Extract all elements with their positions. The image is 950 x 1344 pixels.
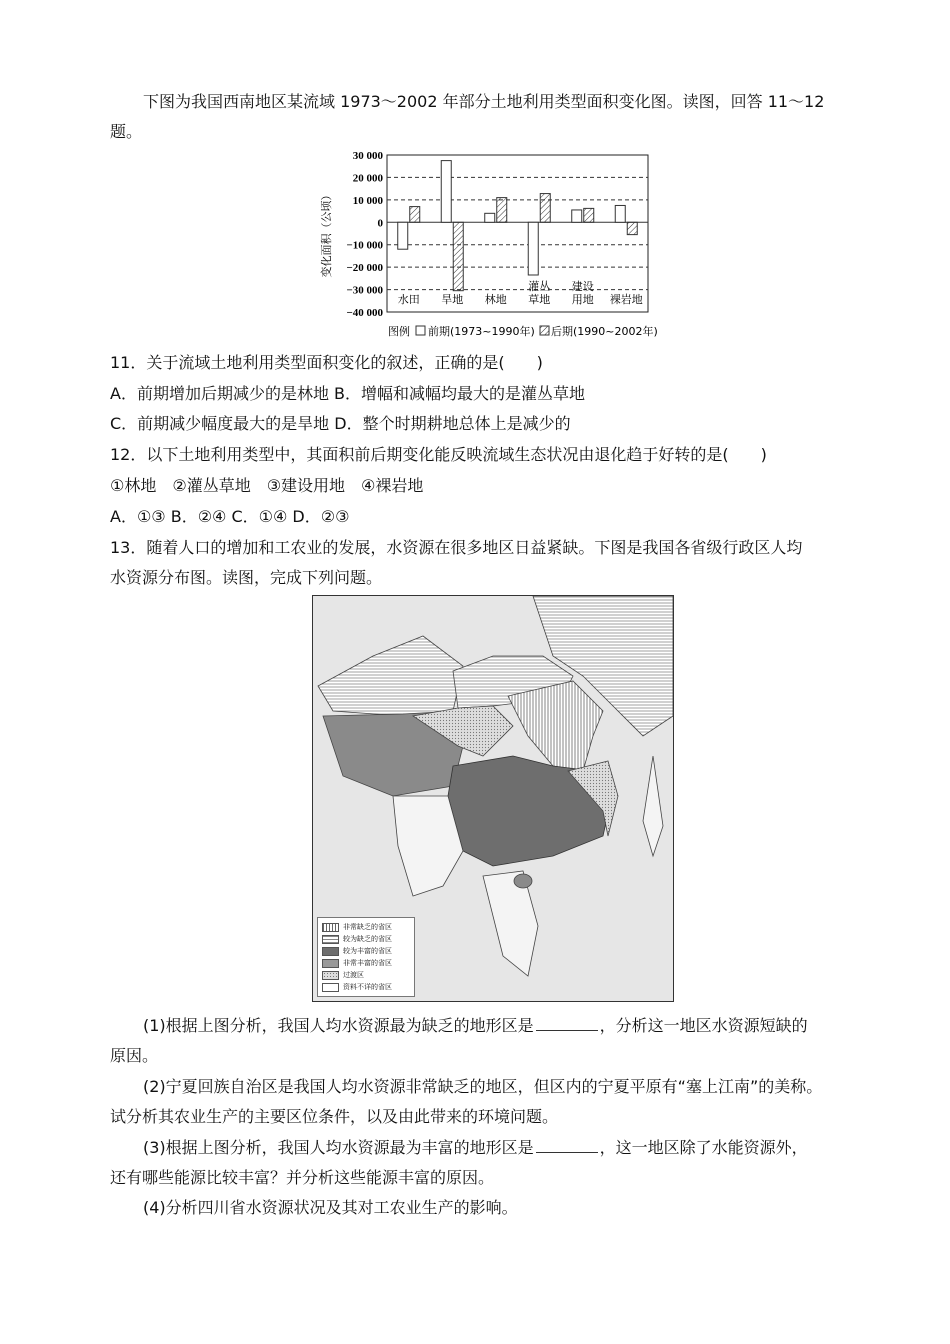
bar-later	[453, 222, 463, 290]
bar-later	[497, 198, 507, 223]
y-tick-label: 20 000	[352, 172, 383, 185]
bar-earlier	[572, 210, 582, 222]
legend-label: 较为缺乏的省区	[343, 935, 392, 943]
category-label: 水田	[397, 293, 420, 306]
q12-items: ①林地 ②灌丛草地 ③建设用地 ④裸岩地	[110, 476, 424, 495]
white-swatch	[322, 983, 339, 992]
y-axis-label: 变化面积（公顷）	[320, 189, 333, 278]
category-label: 用地	[571, 293, 594, 306]
answer-blank[interactable]	[536, 1138, 598, 1153]
intro-line-1: 下图为我国西南地区某流域 1973～2002 年部分土地利用类型面积变化图。读图，回答 11～12	[143, 92, 825, 111]
category-label: 建设	[571, 280, 594, 293]
legend-label: 非常缺乏的省区	[343, 923, 392, 931]
legend-title: 图例	[388, 325, 410, 338]
sub2-line-1: (2)宁夏回族自治区是我国人均水资源非常缺乏的地区，但区内的宁夏平原有“塞上江南”的美称。	[143, 1077, 823, 1096]
category-label: 灌丛	[528, 280, 551, 293]
sub3-text: (3)根据上图分析，我国人均水资源最为丰富的地形区是	[143, 1138, 534, 1157]
legend-label: 资料不详的省区	[343, 983, 392, 991]
gray-swatch	[322, 959, 339, 968]
sub1-text-2: ，分析这一地区水资源短缺的	[599, 1016, 808, 1035]
sub1-line-1	[143, 1016, 808, 1036]
legend-swatch-later	[540, 326, 549, 335]
bar-later	[627, 222, 637, 234]
sub1-text: (1)根据上图分析，我国人均水资源最为缺乏的地形区是	[143, 1016, 534, 1035]
bar-earlier	[528, 222, 538, 275]
y-tick-label: −30 000	[346, 284, 383, 297]
category-label: 草地	[528, 293, 551, 306]
category-label: 裸岩地	[609, 293, 643, 306]
land-use-bar-chart	[310, 145, 670, 345]
q11-stem: 11．关于流域土地利用类型面积变化的叙述，正确的是( )	[110, 353, 543, 372]
category-label: 旱地	[441, 293, 464, 306]
category-label: 林地	[484, 293, 507, 306]
q13-stem-2: 水资源分布图。读图，完成下列问题。	[110, 568, 383, 587]
y-tick-label: −40 000	[346, 307, 383, 319]
legend-item	[322, 933, 410, 945]
sub3-line-2: 还有哪些能源比较丰富？并分析这些能源丰富的原因。	[110, 1168, 495, 1187]
plot-frame	[387, 155, 648, 312]
legend-label-earlier: 前期(1973~1990年)	[428, 325, 535, 338]
map-legend	[317, 917, 415, 997]
q11-options-ab: A．前期增加后期减少的是林地 B．增幅和减幅均最大的是灌丛草地	[110, 384, 586, 403]
legend-label-later: 后期(1990~2002年)	[551, 325, 658, 338]
sub2-line-2: 试分析其农业生产的主要区位条件，以及由此带来的环境问题。	[110, 1107, 559, 1126]
legend-item	[322, 957, 410, 969]
legend-label: 过渡区	[343, 971, 364, 979]
bar-earlier	[485, 213, 495, 222]
dark-gray-swatch	[322, 947, 339, 956]
q13-stem-1: 13．随着人口的增加和工农业的发展，水资源在很多地区日益紧缺。下图是我国各省级行政区人均	[110, 538, 803, 557]
q12-options: A．①③ B．②④ C．①④ D．②③	[110, 507, 350, 526]
q11-options-cd: C．前期减少幅度最大的是旱地 D．整个时期耕地总体上是减少的	[110, 414, 571, 433]
bar-later	[540, 194, 550, 223]
y-tick-label: 0	[377, 217, 383, 230]
y-tick-label: 10 000	[352, 194, 383, 207]
dotted-swatch	[322, 971, 339, 980]
bar-earlier	[398, 222, 408, 249]
legend-item	[322, 969, 410, 981]
china-water-resource-map	[312, 595, 674, 1002]
sub3-line-1	[143, 1138, 808, 1158]
legend-label: 非常丰富的省区	[343, 959, 392, 967]
y-tick-label: −20 000	[346, 262, 383, 275]
legend-swatch-earlier	[416, 326, 425, 335]
legend-item	[322, 921, 410, 933]
sub4-line-1: (4)分析四川省水资源状况及其对工农业生产的影响。	[143, 1198, 518, 1217]
bar-later	[410, 207, 420, 223]
bar-later	[584, 208, 594, 222]
vertical-stripe-swatch	[322, 923, 339, 932]
legend-label: 较为丰富的省区	[343, 947, 392, 955]
intro-line-2: 题。	[110, 122, 143, 141]
bar-earlier	[441, 161, 451, 223]
sub1-line-2: 原因。	[110, 1046, 159, 1065]
y-tick-label: −10 000	[346, 239, 383, 252]
sub3-text-2: ，这一地区除了水能资源外，	[599, 1138, 808, 1157]
horizontal-stripe-swatch	[322, 935, 339, 944]
legend-item	[322, 981, 410, 993]
legend-item	[322, 945, 410, 957]
answer-blank[interactable]	[536, 1016, 598, 1031]
q12-stem: 12．以下土地利用类型中，其面积前后期变化能反映流域生态状况由退化趋于好转的是( )	[110, 445, 767, 464]
y-tick-label: 30 000	[352, 150, 383, 162]
bar-earlier	[615, 205, 625, 222]
